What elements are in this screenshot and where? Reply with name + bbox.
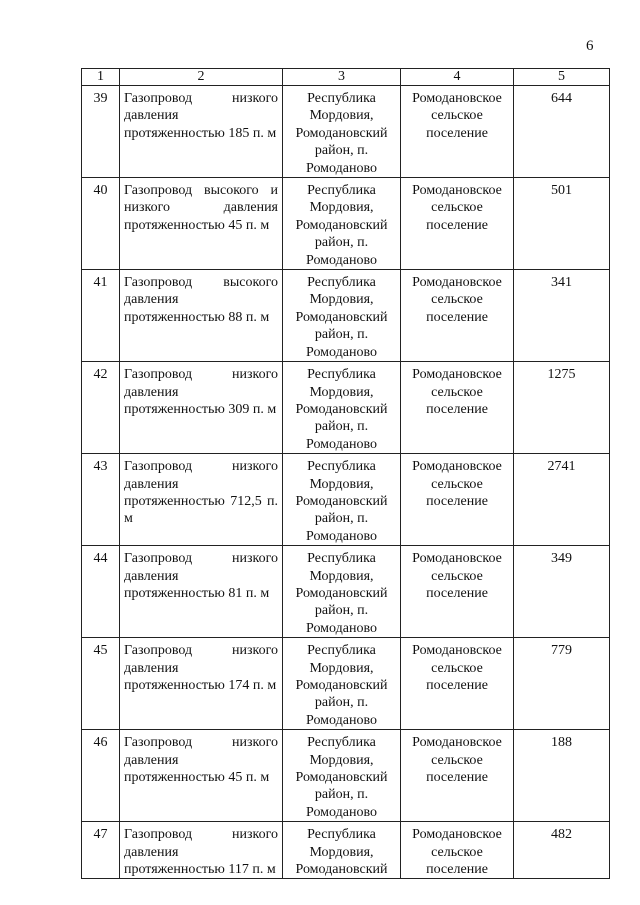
object-location: Республика Мордовия, Ромодановский район, п. Ромоданово [283,454,401,546]
object-name: Газопровод низкого давления протяженностью 117 п. м [120,822,283,879]
column-header-2: 2 [120,69,283,86]
object-value: 482 [514,822,610,879]
table-row [82,730,610,822]
row-number: 47 [82,822,120,879]
object-name: Газопровод низкого давления протяженностью 174 п. м [120,638,283,730]
table-row [82,178,610,270]
row-number: 40 [82,178,120,270]
municipality: Ромодановское сельское поселение [401,730,514,822]
object-name: Газопровод высокого и низкого давления протяженностью 45 п. м [120,178,283,270]
municipality: Ромодановское сельское поселение [401,362,514,454]
municipality: Ромодановское сельское поселение [401,546,514,638]
object-name: Газопровод низкого давления протяженностью 309 п. м [120,362,283,454]
object-name: Газопровод низкого давления протяженностью 185 п. м [120,86,283,178]
table-row [82,822,610,879]
municipality: Ромодановское сельское поселение [401,638,514,730]
object-value: 341 [514,270,610,362]
object-location: Республика Мордовия, Ромодановский район, п. Ромоданово [283,730,401,822]
municipality: Ромодановское сельское поселение [401,454,514,546]
object-value: 1275 [514,362,610,454]
object-value: 779 [514,638,610,730]
table-row [82,638,610,730]
object-value: 349 [514,546,610,638]
table-row [82,362,610,454]
row-number: 41 [82,270,120,362]
municipality: Ромодановское сельское поселение [401,86,514,178]
object-location: Республика Мордовия, Ромодановский район, п. Ромоданово [283,546,401,638]
column-header-1: 1 [82,69,120,86]
row-number: 45 [82,638,120,730]
object-value: 188 [514,730,610,822]
object-location: Республика Мордовия, Ромодановский район, п. Ромоданово [283,178,401,270]
table-row [82,454,610,546]
row-number: 42 [82,362,120,454]
object-value: 501 [514,178,610,270]
object-name: Газопровод высокого давления протяженностью 88 п. м [120,270,283,362]
table-row [82,546,610,638]
column-header-3: 3 [283,69,401,86]
row-number: 39 [82,86,120,178]
object-location: Республика Мордовия, Ромодановский район, п. Ромоданово [283,86,401,178]
object-name: Газопровод низкого давления протяженностью 712,5 п. м [120,454,283,546]
object-value: 644 [514,86,610,178]
object-location: Республика Мордовия, Ромодановский район, п. Ромоданово [283,362,401,454]
object-name: Газопровод низкого давления протяженностью 81 п. м [120,546,283,638]
row-number: 44 [82,546,120,638]
municipality: Ромодановское сельское поселение [401,178,514,270]
column-header-5: 5 [514,69,610,86]
object-name: Газопровод низкого давления протяженностью 45 п. м [120,730,283,822]
object-location: Республика Мордовия, Ромодановский район, п. Ромоданово [283,638,401,730]
municipality: Ромодановское сельское поселение [401,822,514,879]
page-number: 6 [586,38,594,54]
table-row [82,86,610,178]
registry-table [81,68,610,879]
table-header-row [82,69,610,86]
municipality: Ромодановское сельское поселение [401,270,514,362]
row-number: 43 [82,454,120,546]
object-location: Республика Мордовия, Ромодановский район, п. Ромоданово [283,270,401,362]
object-value: 2741 [514,454,610,546]
object-location: Республика Мордовия, Ромодановский [283,822,401,879]
row-number: 46 [82,730,120,822]
table-row [82,270,610,362]
column-header-4: 4 [401,69,514,86]
